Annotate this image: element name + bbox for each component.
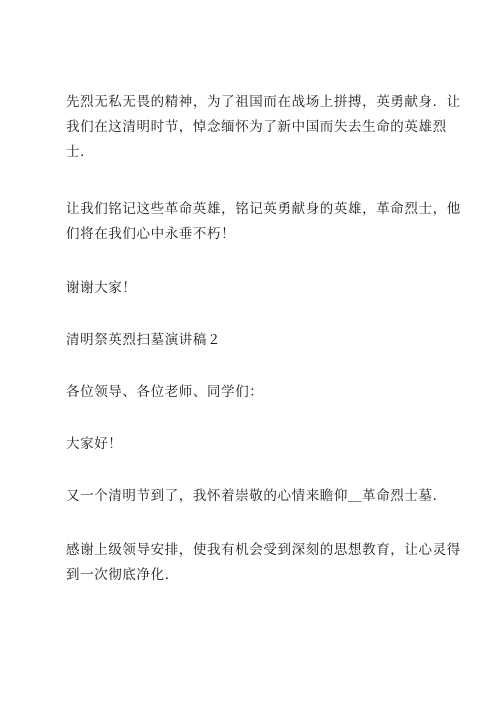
paragraph-thanks xyxy=(66,276,446,301)
paragraph-salutation xyxy=(66,380,446,405)
text-line: 让我们铭记这些革命英雄，铭记英勇献身的英雄，革命烈士，他 xyxy=(66,201,461,217)
text-line: 们将在我们心中永垂不朽！ xyxy=(66,226,236,242)
text-line: 谢谢大家！ xyxy=(66,280,137,296)
paragraph-qingming-arrived xyxy=(66,484,446,509)
text-line: 大家好！ xyxy=(66,436,123,452)
section-title xyxy=(66,328,446,353)
text-line: 清明祭英烈扫墓演讲稿２ xyxy=(66,332,222,348)
text-line: 又一个清明节到了，我怀着崇敬的心情来瞻仰＿革命烈士墓． xyxy=(66,488,447,504)
text-line: 感谢上级领导安排，使我有机会受到深刻的思想教育，让心灵得 xyxy=(66,542,461,558)
text-line: 到一次彻底净化． xyxy=(66,567,179,583)
text-line: 先烈无私无畏的精神，为了祖国而在战场上拼搏，英勇献身．让 xyxy=(66,94,461,110)
text-line: 我们在这清明时节，悼念缅怀为了新中国而失去生命的英雄烈 xyxy=(66,119,447,135)
paragraph-greeting xyxy=(66,432,446,457)
paragraph-martyrs-spirit xyxy=(66,90,461,165)
text-line: 各位领导、各位老师、同学们： xyxy=(66,384,264,400)
paragraph-gratitude xyxy=(66,538,461,588)
paragraph-remember-heroes xyxy=(66,197,461,247)
text-line: 士． xyxy=(66,144,95,160)
